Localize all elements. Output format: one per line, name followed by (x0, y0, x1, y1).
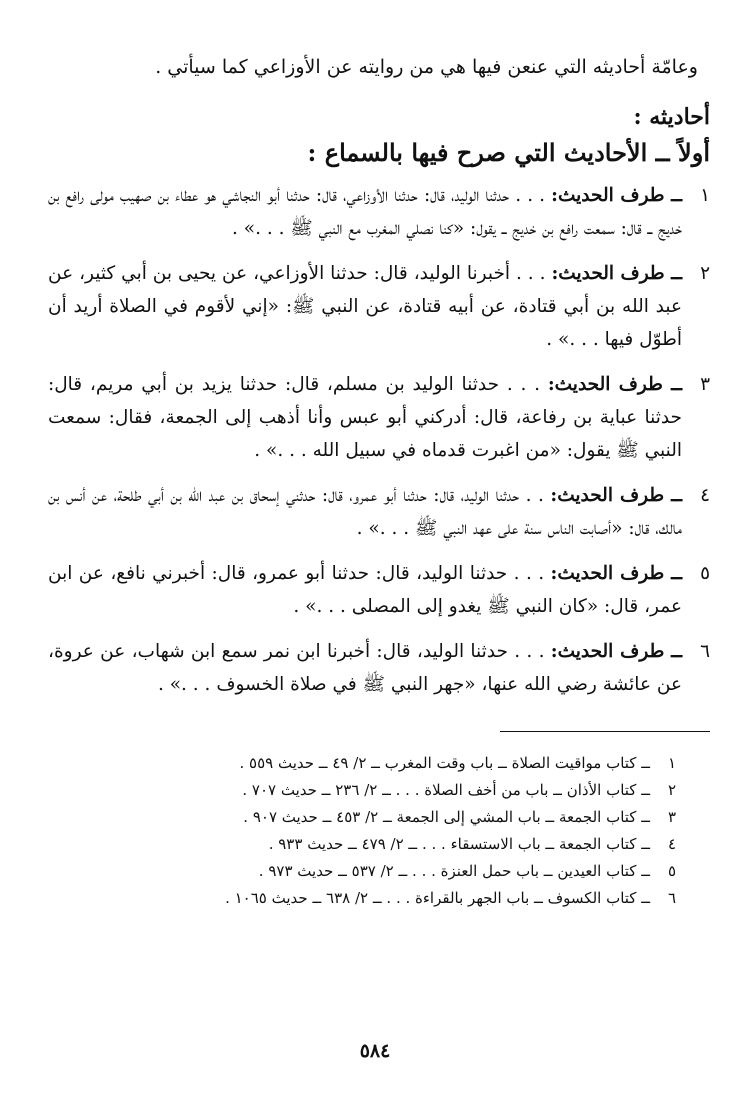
hadith-label: ــ طرف الحديث: (551, 185, 682, 206)
footnote-number: ٦ (667, 889, 676, 907)
hadith-number: ٦ (700, 641, 710, 662)
hadith-text: . . . أخبرنا الوليد، قال: حدثنا الأوزاعي، عن يحيى بن أبي كثير، عن عبد الله بن أبي قتادة، عن أبيه قتادة، عن النبي ﷺ: «إني لأقوم في الصلاة أريد أن أطوّل فيها . . .» . (48, 263, 682, 350)
hadith-entry-5 (48, 557, 710, 623)
footnote-1 (48, 750, 710, 777)
footnote-number: ٤ (667, 835, 676, 853)
hadith-body (48, 257, 682, 356)
hadith-text: . . حدثنا الوليد، قال: حدثنا أبو عمرو، قال: حدثني إسحاق بن عبد الله بن أبي طلحة، عن أنس بن مالك، قال: «أصابت الناس سنة على عهد النبي ﷺ . . .» . (48, 485, 682, 539)
footnote-number: ٥ (667, 862, 676, 880)
hadith-entry-3 (48, 368, 710, 467)
section-heading: أحاديثه : (633, 104, 710, 130)
hadith-text: . . . حدثنا الوليد، قال: حدثنا الأوزاعي، قال: حدثنا أبو النجاشي هو عطاء بن صهيب مولى رافع بن خديج ــ قال: سمعت رافع بن خديج ــ يقول: «كنا نصلي المغرب مع النبي ﷺ . . .» . (48, 185, 682, 239)
hadith-number: ٣ (700, 374, 710, 395)
footnote-number: ١ (667, 754, 676, 772)
footnote-text: ــ كتاب الجمعة ــ باب الاستسقاء . . . ــ ٢/ ٤٧٩ ــ حديث ٩٣٣ . (268, 835, 650, 853)
hadith-label: ــ طرف الحديث: (547, 374, 682, 395)
hadith-number: ٢ (700, 263, 710, 284)
footnote-separator (500, 731, 710, 732)
hadith-label: ــ طرف الحديث: (550, 641, 682, 662)
footnote-number: ٢ (667, 781, 676, 799)
hadith-body (48, 368, 682, 467)
footnote-6 (48, 885, 710, 912)
footnote-text: ــ كتاب الأذان ــ باب من أخف الصلاة . . . ــ ٢/ ٢٣٦ ــ حديث ٧٠٧ . (242, 781, 650, 799)
hadith-entry-1 (48, 179, 710, 245)
hadith-body (48, 179, 682, 245)
footnote-text: ــ كتاب الكسوف ــ باب الجهر بالقراءة . . . ــ ٢/ ٦٣٨ ــ حديث ١٠٦٥ . (225, 889, 650, 907)
subheading: أولاً ــ الأحاديث التي صرح فيها بالسماع : (307, 138, 710, 167)
footnote-number: ٣ (667, 808, 676, 826)
hadith-label: ــ طرف الحديث: (551, 263, 682, 284)
hadith-entry-6 (48, 635, 710, 701)
hadith-number: ١ (700, 185, 710, 206)
footnote-4 (48, 831, 710, 858)
hadith-number: ٤ (700, 485, 710, 506)
hadith-text: . . . حدثنا الوليد، قال: أخبرنا ابن نمر سمع ابن شهاب، عن عروة، عن عائشة رضي الله عنها، «جهر النبي ﷺ في صلاة الخسوف . . .» . (48, 641, 682, 695)
footnote-3 (48, 804, 710, 831)
hadith-number: ٥ (700, 563, 710, 584)
hadith-text: . . . حدثنا الوليد بن مسلم، قال: حدثنا يزيد بن أبي مريم، قال: حدثنا عباية بن رفاعة، قال: أدركني أبو عبس وأنا أذهب إلى الجمعة، فقال: سمعت النبي ﷺ يقول: «من اغبرت قدماه في سبيل الله . . .» . (48, 374, 682, 461)
footnote-text: ــ كتاب الجمعة ــ باب المشي إلى الجمعة ــ ٢/ ٤٥٣ ــ حديث ٩٠٧ . (243, 808, 650, 826)
hadith-body (48, 479, 682, 545)
intro-paragraph: وعامّة أحاديثه التي عنعن فيها هي من روايته عن الأوزاعي كما سيأتي . (155, 56, 698, 78)
hadith-text: . . . حدثنا الوليد، قال: حدثنا أبو عمرو، قال: أخبرني نافع، عن ابن عمر، قال: «كان النبي ﷺ يغدو إلى المصلى . . .» . (48, 563, 682, 617)
footnote-5 (48, 858, 710, 885)
hadith-body (48, 635, 682, 701)
hadith-entry-4 (48, 479, 710, 545)
hadith-body (48, 557, 682, 623)
footnote-2 (48, 777, 710, 804)
hadith-label: ــ طرف الحديث: (550, 485, 682, 506)
hadith-entry-2 (48, 257, 710, 356)
footnote-text: ــ كتاب مواقيت الصلاة ــ باب وقت المغرب ــ ٢/ ٤٩ ــ حديث ٥٥٩ . (239, 754, 650, 772)
page-number: ٥٨٤ (359, 1040, 391, 1062)
hadith-label: ــ طرف الحديث: (550, 563, 682, 584)
footnote-text: ــ كتاب العيدين ــ باب حمل العنزة . . . ــ ٢/ ٥٣٧ ــ حديث ٩٧٣ . (258, 862, 650, 880)
